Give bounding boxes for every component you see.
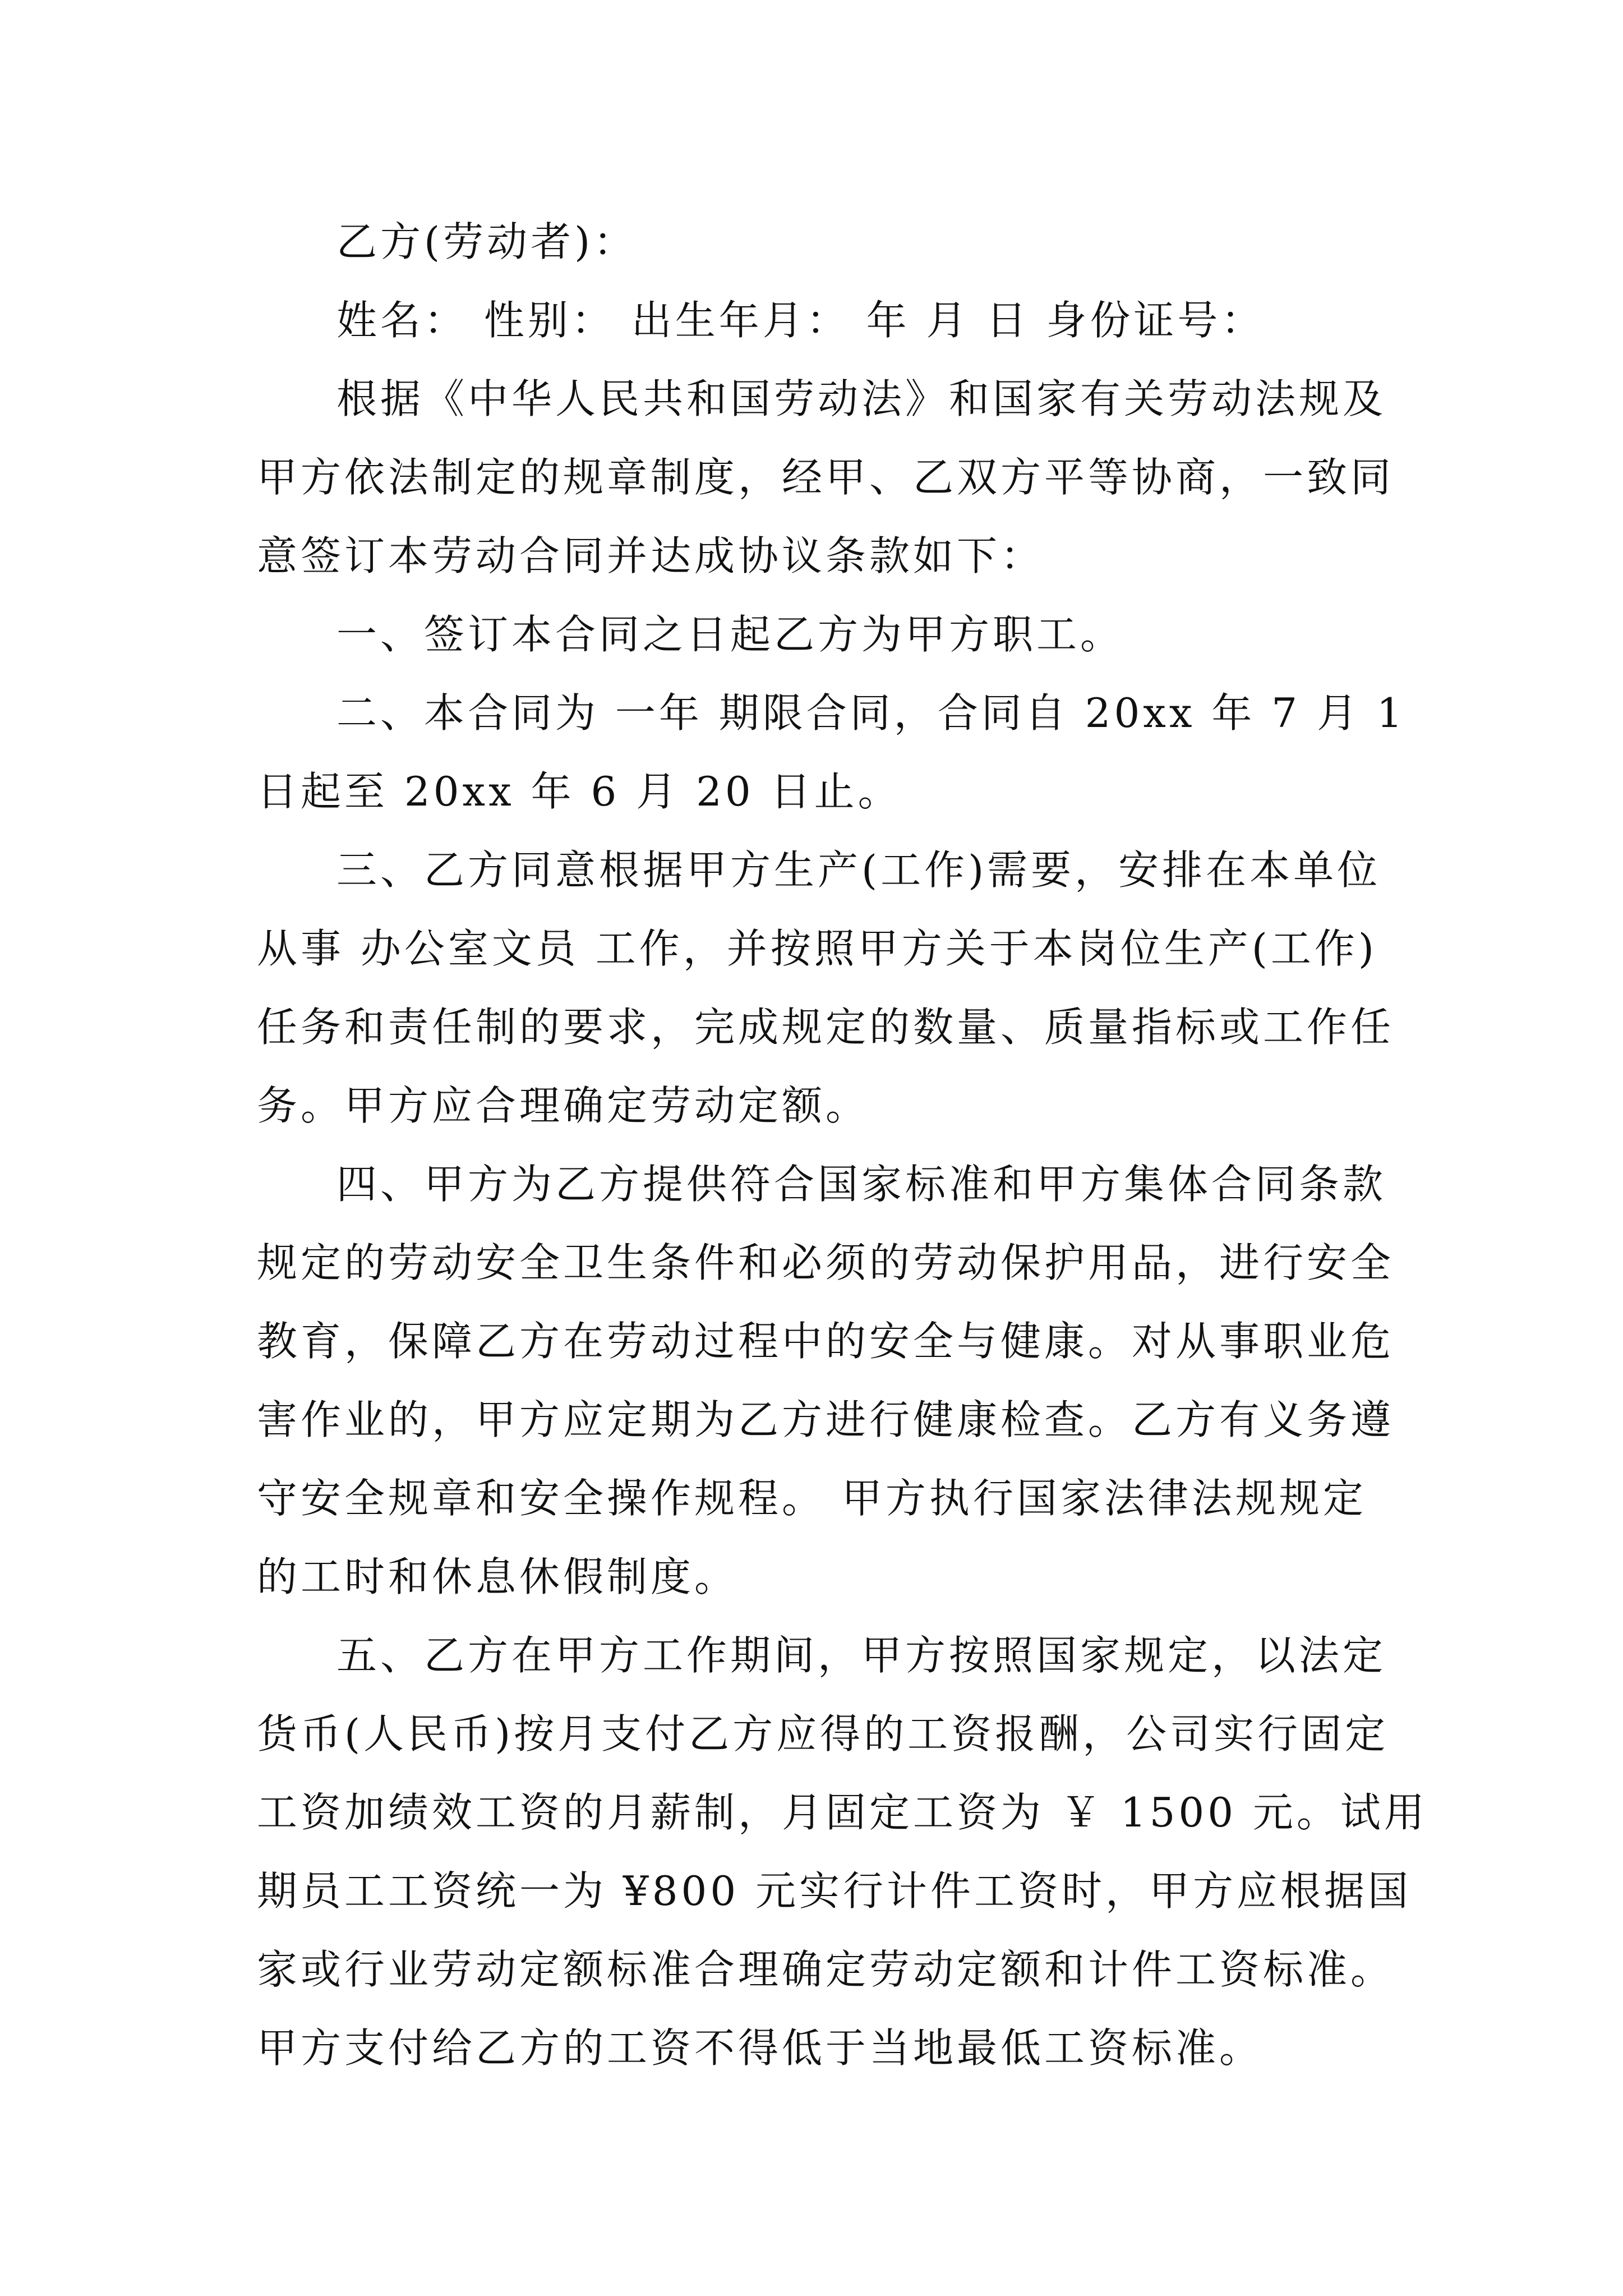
clause-5-line-5: 家或行业劳动定额标准合理确定劳动定额和计件工资标准。 bbox=[257, 1946, 1395, 1993]
intro-paragraph-line-3: 意签订本劳动合同并达成协议条款如下： bbox=[257, 532, 1045, 579]
clause-4-line-5: 守安全规章和安全操作规程。 甲方执行国家法律法规规定 bbox=[257, 1475, 1367, 1522]
party-b-heading: 乙方(劳动者)： bbox=[336, 218, 638, 265]
clause-4-line-4: 害作业的，甲方应定期为乙方进行健康检查。乙方有义务遵 bbox=[257, 1396, 1395, 1443]
intro-paragraph-line-2: 甲方依法制定的规章制度，经甲、乙双方平等协商，一致同 bbox=[257, 454, 1395, 501]
clause-3-line-2: 从事 办公室文员 工作，并按照甲方关于本岗位生产(工作) bbox=[257, 925, 1377, 972]
clause-3-line-1: 三、乙方同意根据甲方生产(工作)需要，安排在本单位 bbox=[336, 846, 1381, 894]
clause-4-line-6: 的工时和休息休假制度。 bbox=[257, 1553, 739, 1600]
clause-5-line-6: 甲方支付给乙方的工资不得低于当地最低工资标准。 bbox=[257, 2024, 1264, 2072]
clause-5-line-2: 货币(人民币)按月支付乙方应得的工资报酬，公司实行固定 bbox=[257, 1710, 1389, 1757]
clause-5-line-4: 期员工工资统一为 ¥800 元实行计件工资时，甲方应根据国 bbox=[257, 1867, 1412, 1915]
clause-3-line-4: 务。甲方应合理确定劳动定额。 bbox=[257, 1082, 870, 1129]
clause-4-line-1: 四、甲方为乙方提供符合国家标准和甲方集体合同条款 bbox=[336, 1161, 1387, 1208]
clause-4-line-2: 规定的劳动安全卫生条件和必须的劳动保护用品，进行安全 bbox=[257, 1239, 1395, 1286]
clause-2-line-1: 二、本合同为 一年 期限合同，合同自 20xx 年 7 月 1 bbox=[336, 689, 1406, 737]
personal-info-line: 姓名： 性别： 出生年月： 年 月 日 身份证号： bbox=[336, 297, 1265, 344]
clause-5-line-1: 五、乙方在甲方工作期间，甲方按照国家规定，以法定 bbox=[336, 1632, 1387, 1679]
clause-1: 一、签订本合同之日起乙方为甲方职工。 bbox=[336, 611, 1124, 658]
intro-paragraph-line-1: 根据《中华人民共和国劳动法》和国家有关劳动法规及 bbox=[336, 375, 1387, 422]
clause-3-line-3: 任务和责任制的要求，完成规定的数量、质量指标或工作任 bbox=[257, 1004, 1395, 1051]
clause-2-line-2: 日起至 20xx 年 6 月 20 日止。 bbox=[257, 768, 902, 815]
clause-5-line-3: 工资加绩效工资的月薪制，月固定工资为 ￥ 1500 元。试用 bbox=[257, 1789, 1428, 1836]
clause-4-line-3: 教育，保障乙方在劳动过程中的安全与健康。对从事职业危 bbox=[257, 1318, 1395, 1365]
